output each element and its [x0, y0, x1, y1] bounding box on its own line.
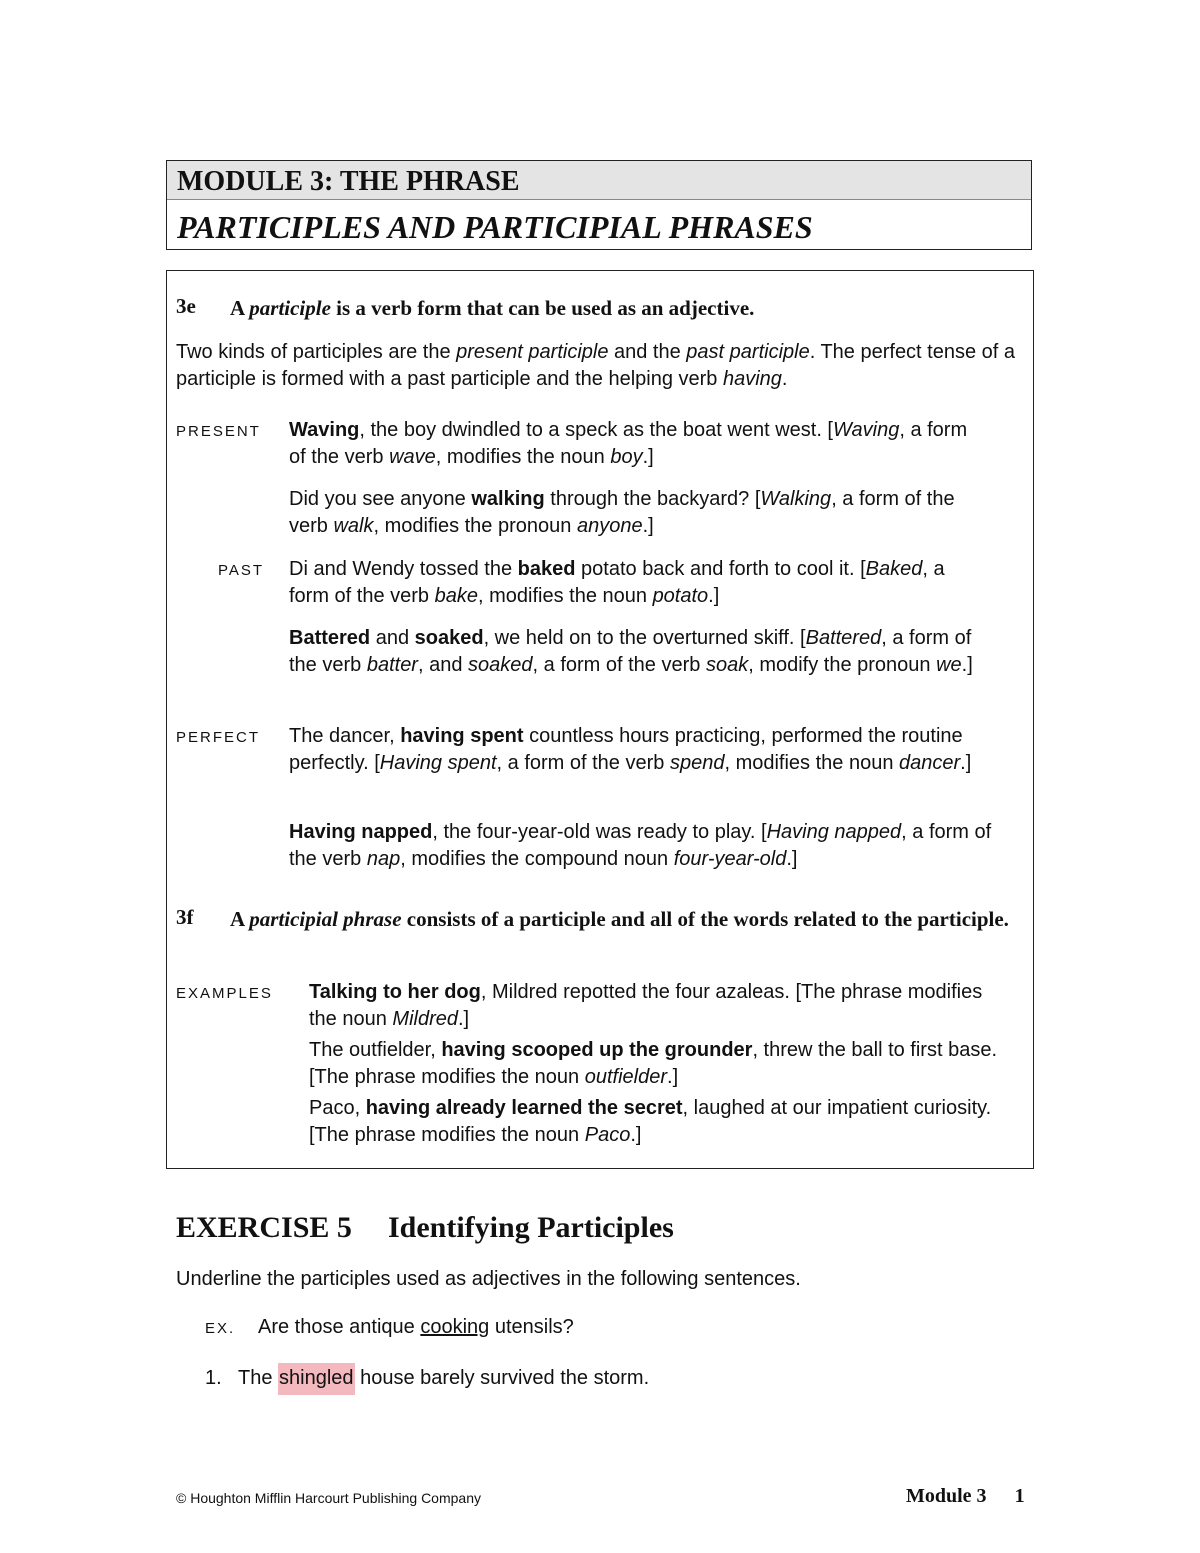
- participial-phrase: having scooped up the grounder: [441, 1039, 753, 1061]
- rule-term: participle: [249, 296, 331, 320]
- text: potato back and forth to cool it. [: [575, 558, 866, 580]
- term: Baked: [865, 558, 923, 580]
- rule-text: [230, 905, 1030, 933]
- rules-box: [166, 270, 1034, 1169]
- term: nap: [366, 848, 401, 870]
- exercise-instructions: Underline the participles used as adjectives in the following sentences.: [176, 1268, 801, 1290]
- footer-page-number: 1: [1014, 1485, 1025, 1507]
- text: The outfielder,: [309, 1039, 442, 1061]
- text: .]: [630, 1124, 642, 1146]
- text: , a form of the verb: [289, 488, 955, 537]
- text: and the: [608, 341, 687, 363]
- term: boy: [610, 446, 643, 468]
- term: wave: [389, 446, 436, 468]
- perfect-example-1: [289, 723, 989, 777]
- footer-copyright: © Houghton Mifflin Harcourt Publishing Company: [176, 1490, 481, 1506]
- label-examples: EXAMPLES: [176, 985, 273, 1002]
- text: , modify the pronoun: [748, 654, 937, 676]
- rule-term: participial phrase: [249, 907, 402, 931]
- perfect-example-2: [289, 819, 999, 873]
- text: Di and Wendy tossed the: [289, 558, 518, 580]
- text: , a form of the verb: [289, 419, 968, 468]
- term: Paco: [584, 1124, 631, 1146]
- text: , modifies the compound noun: [400, 848, 674, 870]
- text: .]: [786, 848, 798, 870]
- label-present: PRESENT: [176, 423, 261, 440]
- rule-text: [230, 294, 1030, 322]
- text: and: [370, 627, 415, 649]
- text: The dancer,: [289, 725, 401, 747]
- participial-example-3: [309, 1095, 999, 1149]
- text: , the boy dwindled to a speck as the boat went west. [: [359, 419, 833, 441]
- term: Waving: [833, 419, 900, 441]
- participle: walking: [471, 488, 545, 510]
- participle: baked: [517, 558, 576, 580]
- text: .]: [642, 515, 654, 537]
- participle: soaked: [414, 627, 484, 649]
- term: Mildred: [392, 1008, 458, 1030]
- term: soak: [705, 654, 749, 676]
- participle: Waving: [289, 419, 360, 441]
- term: having: [722, 368, 782, 390]
- term: spend: [669, 752, 725, 774]
- text: The: [238, 1367, 279, 1389]
- rule-text-part: A: [230, 296, 250, 320]
- participial-phrase: Talking to her dog: [309, 981, 481, 1003]
- term: four-year-old: [673, 848, 787, 870]
- rule-text-part: consists of a participle and all of the words related to the participle.: [401, 907, 1009, 931]
- participial-example-1: [309, 979, 999, 1033]
- text: , a form of the verb: [496, 752, 670, 774]
- participle: Battered: [289, 627, 371, 649]
- term: bake: [434, 585, 478, 607]
- exercise-title: Identifying Participles: [388, 1211, 674, 1244]
- text: , modifies the pronoun: [373, 515, 577, 537]
- participial-example-2: [309, 1037, 999, 1091]
- label-ex: EX.: [205, 1320, 236, 1337]
- text: .]: [960, 752, 972, 774]
- text: .]: [458, 1008, 470, 1030]
- term: soaked: [468, 654, 533, 676]
- text: , the four-year-old was ready to play. [: [432, 821, 767, 843]
- module-title: MODULE 3: THE PHRASE: [177, 166, 520, 197]
- text: .]: [708, 585, 720, 607]
- footer-page-info: [906, 1485, 1025, 1508]
- text: , a form of the verb: [532, 654, 706, 676]
- text: house barely survived the storm.: [354, 1367, 650, 1389]
- highlighted-participle[interactable]: shingled: [278, 1363, 355, 1395]
- text: Paco,: [309, 1097, 366, 1119]
- term: Having napped: [766, 821, 902, 843]
- text: , modifies the noun: [724, 752, 900, 774]
- term: batter: [366, 654, 418, 676]
- text: , laughed at our impatient curiosity. [The phrase modifies the noun: [309, 1097, 992, 1146]
- page-title: PARTICIPLES AND PARTICIPIAL PHRASES: [177, 209, 813, 245]
- text: , we held on to the overturned skiff. [: [483, 627, 806, 649]
- text: .]: [667, 1066, 679, 1088]
- text: , a form of the verb: [289, 558, 945, 607]
- text: , a form of the verb: [289, 821, 992, 870]
- text: , threw the ball to first base. [The phrase modifies the noun: [309, 1039, 997, 1088]
- text: Are those antique: [258, 1316, 421, 1338]
- intro-paragraph: [176, 339, 1026, 393]
- text: through the backyard? [: [544, 488, 761, 510]
- term: potato: [652, 585, 709, 607]
- text: , modifies the noun: [435, 446, 611, 468]
- item-number: 1.: [205, 1367, 222, 1389]
- term: Battered: [805, 627, 882, 649]
- label-past: PAST: [218, 562, 265, 579]
- participle: Having napped: [289, 821, 433, 843]
- text: .: [781, 368, 788, 390]
- term: Walking: [760, 488, 832, 510]
- rule-text-part: is a verb form that can be used as an adjective.: [330, 296, 755, 320]
- exercise-item-1[interactable]: [238, 1365, 938, 1392]
- rule-number: 3f: [176, 905, 194, 929]
- rule-number: 3e: [176, 294, 196, 318]
- module-header: [166, 160, 1032, 250]
- past-example-1: [289, 556, 989, 610]
- present-example-1: [289, 417, 989, 471]
- past-example-2: [289, 625, 989, 679]
- exercise-number: EXERCISE 5: [176, 1211, 352, 1244]
- present-example-2: [289, 486, 989, 540]
- term: dancer: [899, 752, 961, 774]
- text: Did you see anyone: [289, 488, 472, 510]
- text: . The perfect tense of a participle is formed with a past participle and the helping verb: [176, 341, 1016, 390]
- term: we: [936, 654, 962, 676]
- footer-module: Module 3: [906, 1485, 987, 1507]
- text: utensils?: [489, 1316, 574, 1338]
- rule-text-part: A: [230, 907, 250, 931]
- term: anyone: [576, 515, 643, 537]
- exercise-example: [258, 1314, 958, 1341]
- text: , Mildred repotted the four azaleas. [The phrase modifies the noun: [309, 981, 983, 1030]
- text: , modifies the noun: [478, 585, 653, 607]
- text: countless hours practicing, performed the routine perfectly. [: [289, 725, 963, 774]
- text: , a form of the verb: [289, 627, 972, 676]
- participle: having spent: [400, 725, 524, 747]
- text: , and: [417, 654, 469, 676]
- term: Having spent: [379, 752, 497, 774]
- text: Two kinds of participles are the: [176, 341, 457, 363]
- label-perfect: PERFECT: [176, 729, 261, 746]
- participial-phrase: having already learned the secret: [365, 1097, 683, 1119]
- text: .]: [642, 446, 654, 468]
- term: present participle: [456, 341, 609, 363]
- term: outfielder: [584, 1066, 668, 1088]
- underlined-participle: cooking: [420, 1316, 490, 1338]
- term: walk: [333, 515, 374, 537]
- exercise-heading: [176, 1211, 674, 1245]
- text: .]: [961, 654, 973, 676]
- term: past participle: [686, 341, 810, 363]
